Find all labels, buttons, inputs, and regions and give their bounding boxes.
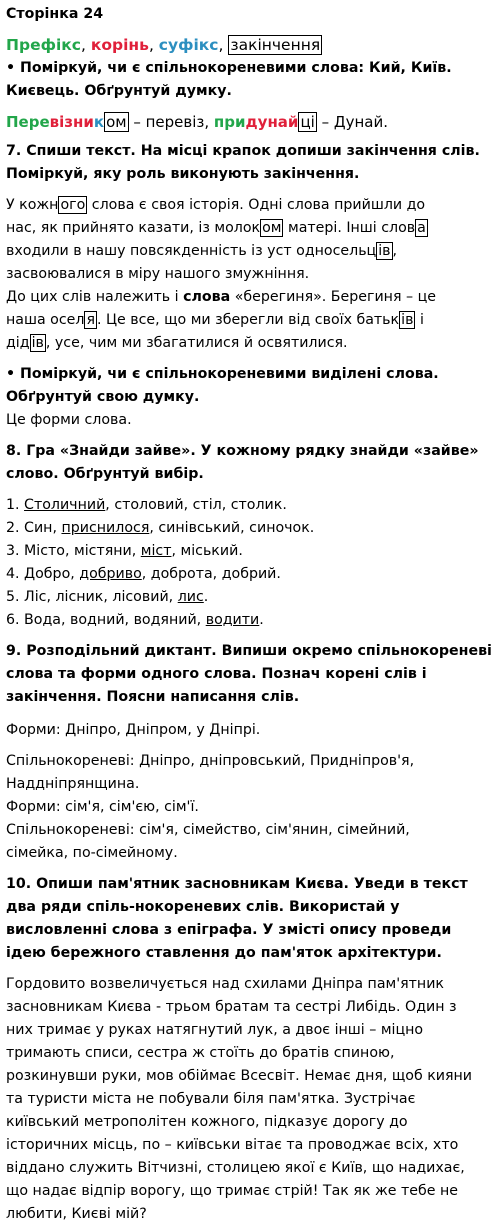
- text-fragment: входили в нашу повсякденність із уст односельц: [6, 243, 377, 259]
- reflect-answer-2: Це форми слова.: [6, 412, 132, 428]
- list-item: [6, 563, 492, 586]
- task9-line2: слова та форми одного слова. Познач корені слів і: [6, 666, 427, 682]
- reflect-question-2-line2: Обґрунтуй свою думку.: [6, 389, 200, 405]
- reflect-question-1-line2: Києвець. Обґрунтуй думку.: [6, 83, 232, 99]
- example2-rest: – Дунай.: [316, 113, 388, 131]
- text-fragment: , усе, чим ми збагатилися й освятилися.: [45, 335, 348, 351]
- item-text: 5. Ліс, лісник, лісовий,: [6, 589, 178, 605]
- task9-answer-line: Спільнокореневі: Дніпро, дніпровський, Придніпров'я,: [6, 753, 415, 769]
- essay-line: тримають списи, сестра ж стоїть до братів спиною,: [6, 1045, 395, 1061]
- page-title: Сторінка 24: [6, 6, 104, 22]
- example-rest: – перевіз,: [128, 113, 210, 131]
- example-ending: ом: [106, 113, 127, 131]
- ending-box: ів: [378, 243, 391, 259]
- task8-line2: слово. Обґрунтуй вибір.: [6, 466, 204, 482]
- list-item: [6, 517, 492, 540]
- item-text: .: [259, 612, 264, 628]
- ending-box: ів: [31, 335, 44, 351]
- item-text: , доброта, добрий.: [141, 566, 281, 582]
- text-fragment: наша осел: [6, 312, 85, 328]
- essay-line: київський метрополітен кожного, підказує дорогу до: [6, 1114, 408, 1130]
- ending-box: я: [86, 312, 95, 328]
- text-fragment: . Це все, що ми зберегли від своїх батьк: [96, 312, 400, 328]
- task8-list: [6, 494, 492, 632]
- example2-ending: ці: [300, 113, 315, 131]
- morpheme-legend: Префікс, корінь, суфікс, закінчення: [6, 36, 321, 54]
- odd-word: Столичний: [24, 497, 106, 513]
- odd-word: водити: [205, 612, 260, 628]
- task9-answer-line: сімейка, по-сімейному.: [6, 845, 178, 861]
- task9-line1: 9. Розподільний диктант. Випиши окремо спільнокореневі: [6, 643, 492, 659]
- list-item: [6, 540, 492, 563]
- item-text: 2. Син,: [6, 520, 62, 536]
- item-text: 1.: [6, 497, 25, 513]
- task7-line2: Поміркуй, яку роль виконують закінчення.: [6, 166, 360, 182]
- example2-prefix: при: [213, 113, 246, 131]
- task9-answer-line: Форми: Дніпро, Дніпром, у Дніпрі.: [6, 722, 261, 738]
- essay-line: Гордовито возвеличується над схилами Дніпра пам'ятник: [6, 976, 444, 992]
- odd-word: добриво: [79, 566, 142, 582]
- task10-line3: висловленні слова з епіграфа. У змісті опису проведи: [6, 922, 452, 938]
- item-text: 6. Вода, водний, водяний,: [6, 612, 206, 628]
- highlighted-word: слова: [183, 289, 231, 305]
- reflect-question-2-line1: • Поміркуй, чи є спільнокореневими виділені слова.: [6, 366, 439, 382]
- text-fragment: і: [415, 312, 424, 328]
- essay-text: [6, 973, 492, 1226]
- ending-box: ів: [401, 312, 414, 328]
- essay-line: любити, Києві мій?: [6, 1206, 147, 1222]
- item-text: , синівський, синочок.: [149, 520, 315, 536]
- ending-box: ого: [60, 197, 86, 213]
- example-prefix: Пере: [6, 113, 50, 131]
- essay-line: історичних місць, по – київськи вітає та проводжає всіх, хто: [6, 1137, 459, 1153]
- odd-word: міст: [140, 543, 172, 559]
- text-fragment: матері. Інші слов: [283, 220, 416, 236]
- example-suffix: к: [93, 113, 105, 131]
- task9-answer-line: Форми: сім'я, сім'єю, сім'ї.: [6, 799, 199, 815]
- legend-prefix: Префікс: [6, 36, 81, 54]
- text-fragment: До цих слів належить і: [6, 289, 184, 305]
- example-root: візни: [49, 113, 94, 131]
- essay-line: віддано служить Вітчизні, столицею якої є Київ, що надихає,: [6, 1160, 465, 1176]
- task10-line1: 10. Опиши пам'ятник засновникам Києва. Уведи в текст: [6, 876, 468, 892]
- example2-root: дунай: [245, 113, 299, 131]
- item-text: , міський.: [171, 543, 243, 559]
- legend-ending: закінчення: [230, 36, 321, 54]
- task9-answer-line: Наддніпрянщина.: [6, 776, 140, 792]
- essay-line: та туристи міста не побували біля пам'ятка. Зустрічає: [6, 1091, 416, 1107]
- text-fragment: дід: [6, 335, 30, 351]
- task10-line2: два ряди спіль-нокореневих слів. Використай у: [6, 899, 400, 915]
- text-fragment: «берегиня». Берегиня – це: [230, 289, 436, 305]
- text-fragment: нас, як прийнято казати, із молок: [6, 220, 261, 236]
- task7-text: [6, 194, 492, 355]
- list-item: [6, 494, 492, 517]
- text-fragment: слова є своя історія. Одні слова прийшли до: [87, 197, 426, 213]
- text-line: засвоювалися в міру нашого змужніння.: [6, 266, 310, 282]
- task9-line3: закінчення. Поясни написання слів.: [6, 689, 300, 705]
- task7-line1: 7. Спиши текст. На місці крапок допиши закінчення слів.: [6, 143, 480, 159]
- list-item: [6, 586, 492, 609]
- list-item: [6, 609, 492, 632]
- task8-line1: 8. Гра «Знайди зайве». У кожному рядку знайди «зайве»: [6, 443, 479, 459]
- ending-box: ом: [262, 220, 282, 236]
- legend-suffix: суфікс: [158, 36, 219, 54]
- text-fragment: ,: [392, 243, 398, 259]
- reflect-question-1-line1: • Поміркуй, чи є спільнокореневими слова: Кий, Київ.: [6, 60, 452, 76]
- task9-answer-line: Спільнокореневі: сім'я, сімейство, сім'янин, сімейний,: [6, 822, 410, 838]
- item-text: .: [203, 589, 209, 605]
- essay-line: розкинувши руки, мов обіймає Всесвіт. Немає дня, щоб кияни: [6, 1068, 473, 1084]
- essay-line: них тримає у руках натягнутий лук, а двоє інші – міцно: [6, 1022, 424, 1038]
- text-fragment: У кожн: [6, 197, 59, 213]
- task10-line4: ідею бережного ставлення до пам'яток архітектури.: [6, 945, 442, 961]
- odd-word: приснилося: [61, 520, 150, 536]
- item-text: 4. Добро,: [6, 566, 80, 582]
- legend-root: корінь: [90, 36, 149, 54]
- item-text: , столовий, стіл, столик.: [105, 497, 287, 513]
- essay-line: засновникам Києва - трьом братам та сестрі Либідь. Один з: [6, 999, 457, 1015]
- essay-line: що надає відпір ворогу, що тримає стрій! Так як же тебе не: [6, 1183, 458, 1199]
- morpheme-example: [6, 111, 492, 134]
- odd-word: лис: [177, 589, 204, 605]
- item-text: 3. Місто, містяни,: [6, 543, 141, 559]
- ending-box: а: [417, 220, 426, 236]
